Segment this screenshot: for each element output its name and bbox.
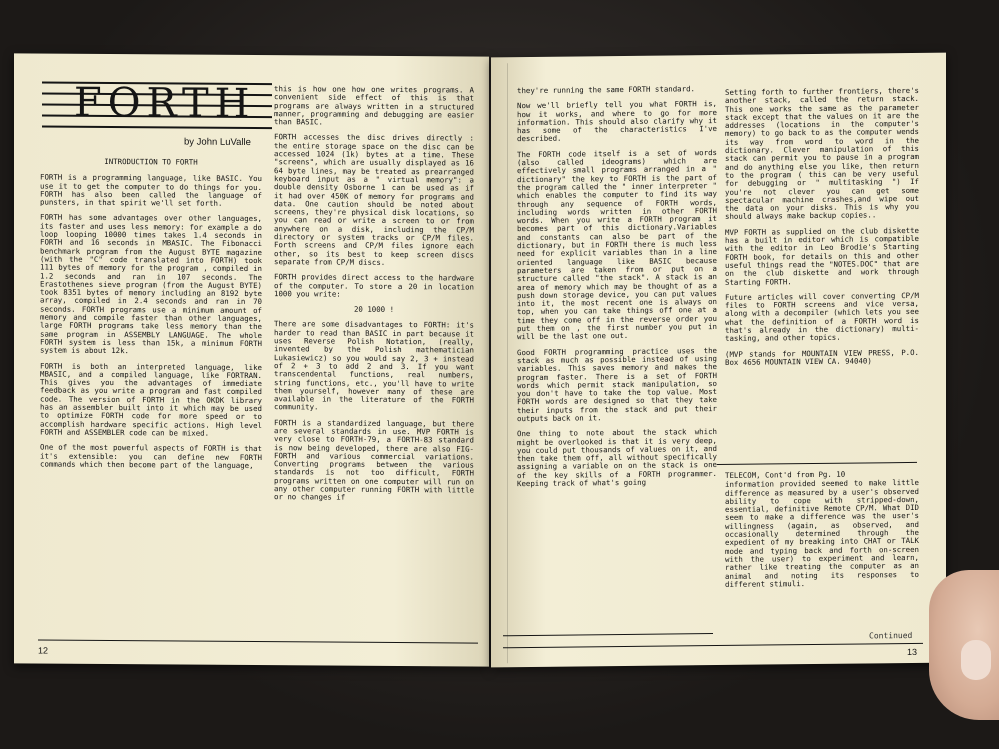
paragraph: FORTH accesses the disc drives directly : the entire storage space on the disc can be accessed 1024 (1k) bytes at a time. These "screens", which are usually displayed as 16 64 byte lines, may be treated as prearranged keyboard input as a " virtual memory": a double density Osborne 1 can be used as if it had over 450K of memory for programs and data. One caution should be noted about screens, they're physical disk locations, so you can read or write a screen to or from anywhere on a disk, including the CP/M directory or system tracks or CP/M files. Forth screens and CP/M files ignore each other, so its best to keep screen discs separate from CP/M discs.	[274, 132, 474, 267]
paragraph: The FORTH code itself is a set of words (also called ideograms) which are effectively small programs arranged in a " dictionary" the key to FORTH is the part of the program called the " inner interpreter " which enables the computer to find its way through any sequence of FORTH words, including words written in other FORTH words. When you write a FORTH program it becomes part of this dictionary.Variables and constants can also be part of the dictionary, but in FORTH there is much less need for explicit variables than in a line oriented language like BASIC because parameters are taken from or put on a structure called "the stack". A stack is an area of memory which may be thought of as a push down storage device, you can put values into it, the most recent one is always on top, when you can take things off one at a time they come off in the reverse order you put them on , the first number you put in will be the last one out.	[517, 147, 717, 342]
byline: by John LuValle	[184, 136, 251, 148]
footer-rule-long	[503, 643, 923, 649]
code-sample: 20 1000 !	[353, 304, 395, 315]
right-column-2	[725, 87, 919, 374]
page-number: 12	[38, 645, 49, 656]
forth-logo	[42, 76, 272, 158]
section-rule	[717, 462, 917, 465]
continued-from-heading: TELECOM, Cont'd from Pg. 10	[725, 469, 846, 480]
paragraph: FORTH is a programming language, like BASIC. You use it to get the computer to do things for you. FORTH has also been called the language of punsters, in that spirit we'll set forth.	[40, 172, 262, 208]
footer-rule	[503, 633, 713, 637]
left-column-2	[274, 85, 474, 510]
paragraph: MVP FORTH as supplied on the club diskette has a built in editor which is compatible with the editor in Leo Brodie's Starting FORTH book, for details on this and other useful things read the "NOTES.DOC" that are on the club diskette and work through Starting FORTH.	[725, 225, 919, 287]
continued-label: Continued	[869, 630, 913, 641]
paragraph: FORTH is a standardized language, but there are several standards in use. MVP FORTH is very close to FORTH-79, a FORTH-83 standard is now being developed, there are also FIG-FORTH and various commercial variations. Converting programs between the various standards is not too difficult, FORTH programs written on one computer will run on any other computer running FORTH with little or no changes if	[274, 417, 474, 503]
telecom-continuation	[725, 470, 919, 596]
paragraph: they're running the same FORTH standard.	[517, 84, 695, 96]
right-column-1	[517, 85, 717, 495]
paragraph: One of the most powerful aspects of FORTH is that it's extensible: you can define new FORTH commands which then become part of the language,	[40, 442, 262, 470]
paragraph: Now we'll briefly tell you what FORTH is, how it works, and where to go for more information. This should also clarify why it has some of the characteristics I've described.	[517, 99, 717, 144]
left-page	[14, 53, 489, 666]
right-page	[491, 53, 946, 668]
article-heading: INTRODUCTION TO FORTH	[104, 156, 198, 167]
paragraph: Setting forth to further frontiers, there's another stack, called the return stack. This one works the same as the parameter stack except that the values on it are the addresses (locations in the computer's memory) to go back to as the computer wends its way from word to word in the dictionary. Clever manipulation of this stack can permit you to pause in a program and do anything else you like, then return to the program ( this can be very useful for debugging or " multitasking ") If you're not clever you can get some spectacular machine crashes,and wipe out the data on your disks. This is why you should always make backup copies..	[725, 85, 919, 222]
paragraph: FORTH is both an interpreted language, like MBASIC, and a compiled language, like FORTRAN. This gives you the advantages of immediate feedback as you write a program and fast compiled code. The version of FORTH in the OKDK library has an assembler built into it which may be used to optimize FORTH code for more speed or to accomplish hardware specific actions. High level FORTH and ASSEMBLER code can be mixed.	[40, 361, 262, 438]
paragraph: (MVP stands for MOUNTAIN VIEW PRESS, P.O. Box 4656 MOUNTAIN VIEW CA. 94040)	[725, 347, 919, 367]
footer-rule	[38, 640, 478, 644]
gutter-shadow	[507, 63, 508, 663]
left-column-1	[40, 158, 262, 478]
logo-word: FORTH	[74, 79, 256, 128]
thumbnail	[961, 640, 991, 680]
paragraph: One thing to note about the stack which might be overlooked is that it is very deep, you could put thousands of values on it, and then take them off, all without specifically assigning a variable on on the stack is one of the key skills of a FORTH programmer. Keeping track of what's going	[517, 427, 717, 489]
paragraph: There are some disadvantages to FORTH: it's harder to read than BASIC in part because it uses Reverse Polish Notation, (really, invented by the Polish mathematician Lukasiewicz) so you would say 2, 3 + instead of 2 + 3 to add 2 and 3. If you want transcendental functions, real numbers, string functions, etc., you'll have to write them yourself, however many of these are available in the literature of the FORTH community.	[274, 319, 474, 412]
paragraph: FORTH provides direct access to the hardware of the computer. To store a 20 in location 1000 you write:	[274, 272, 474, 299]
paragraph: FORTH has some advantages over other languages, its faster and uses less memory: for example a do loop looping 10000 times takes 1.4 seconds in FORTH and 16 seconds in MBASIC. The Fibonacci benchmark program from the August BYTE magazine (with the "C" code translated into FORTH) took 111 bytes of memory for the program , compiled in 1.2 seconds and ran in 107 seconds. The Erastothenes sieve program (from the August BYTE) took 8351 bytes of memory including an 8192 byte array, compiled in 2.4 seconds and ran in 70 seconds. FORTH programs use a minimum amount of memory and compile faster than other languages, large FORTH programs take less memory than the same program in ASSEMBLY LANGUAGE. The whole FORTH system is less than 15k, a minimum FORTH system is about 12k.	[40, 213, 262, 356]
paragraph: this is how one how one writes programs. A convenient side effect of this is that programs are always written in a structured manner, programming and debugging are easier than BASIC.	[274, 84, 474, 127]
page-number: 13	[907, 646, 918, 658]
paragraph: Good FORTH programming practice uses the stack as much as possible instead of using variables. This saves memory and makes the program faster. There is a set of FORTH words which permit stack manipulation, so you don't have to take the top value. Most FORTH words are designed so that they take their inputs from the stack and put their outputs back on it.	[517, 345, 717, 424]
paragraph: information provided seemed to make little difference as measured by a user's observed ability to cope with stripped-down, essential, definitive Remote CP/M. What DID seem to make a difference was the user's willingness (again, as observed, and occasionally determined through the expedient of my breaking into CHAT or TALK mode and typing back and forth on-screen with the user) to experiment and learn, rather like treating the computer as an animal and noting its responses to different stimuli.	[725, 478, 919, 589]
paragraph: Future articles will cover converting CP/M files to FORTH screens and vice versa, along with a decompiler (which lets you see what the definition of a FORTH word is that's already in the dictionary) multi-tasking, and other topics.	[725, 290, 919, 344]
